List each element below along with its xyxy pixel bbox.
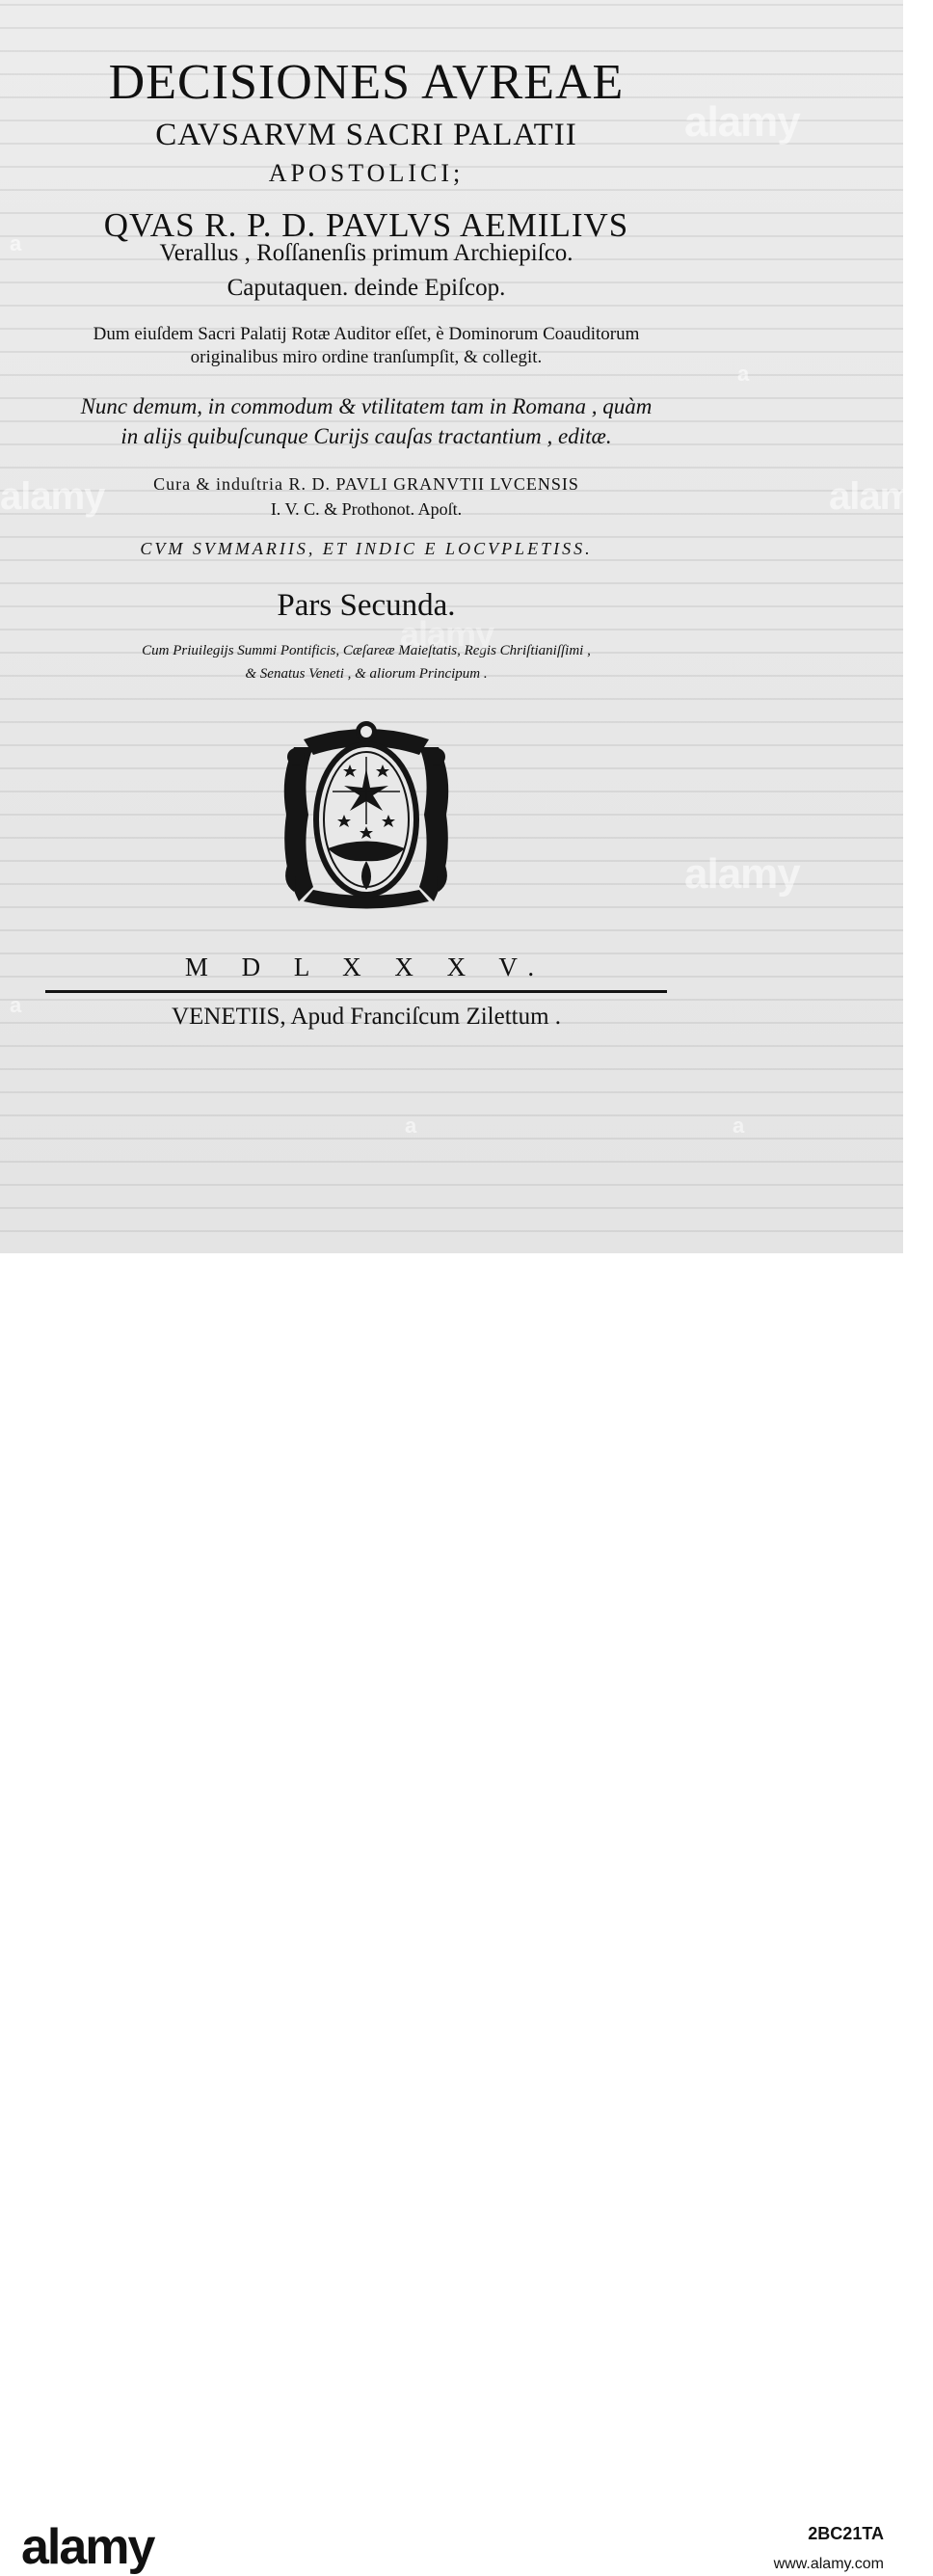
title-page <box>0 0 933 1253</box>
italic-line-2: in alijs quibuſcunque Curijs cauſas tractantium , editæ. <box>120 424 612 448</box>
privilege-line-1: Cum Priuilegijs Summi Pontificis, Cæſareæ Maieſtatis, Regis Chriſtianiſſimi , <box>142 643 591 658</box>
privilege-line-2: & Senatus Veneti , & aliorum Principum . <box>245 666 488 682</box>
stock-footer <box>0 1253 903 2575</box>
part-heading: Pars Secunda. <box>277 588 456 623</box>
watermark-mark: a <box>405 1114 417 1138</box>
watermark-text: alamy <box>684 850 800 898</box>
author-line: QVAS R. P. D. PAVLVS AEMILIVS <box>103 206 629 244</box>
editor-line-1: Cura & induſtria R. D. PAVLI GRANVTII LVCENSIS <box>153 474 579 494</box>
watermark-mark: a <box>737 362 750 386</box>
summaries-line: CVM SVMMARIIS, ET INDIC E LOCVPLETISS. <box>140 539 593 558</box>
imprint-line: VENETIIS, Apud Franciſcum Zilettum . <box>171 1004 562 1030</box>
editor-line-2: I. V. C. & Prothonot. Apoſt. <box>270 499 463 519</box>
watermark-mark: a <box>733 1114 745 1138</box>
site-url: www.alamy.com <box>773 2556 884 2572</box>
publication-year: M D L X X X V. <box>184 953 548 981</box>
watermark-text: alamy <box>829 475 933 518</box>
author-subline-2: Caputaquen. deinde Epiſcop. <box>227 275 506 301</box>
title-line-3: APOSTOLICI; <box>268 159 465 187</box>
watermark-text: alamy <box>684 98 800 146</box>
description-line-2: originalibus miro ordine tranſumpſit, & collegit. <box>190 347 543 367</box>
description-line-1: Dum eiuſdem Sacri Palatij Rotæ Auditor eſſet, è Dominorum Coauditorum <box>93 324 640 344</box>
imprint-rule <box>45 990 667 993</box>
alamy-logo: alamy <box>21 2519 154 2575</box>
watermark-mark: a <box>10 993 22 1017</box>
title-line-1: DECISIONES AVREAE <box>108 55 625 110</box>
watermark-text: alamy <box>0 475 105 518</box>
printers-device-icon <box>275 718 458 911</box>
author-subline-1: Verallus , Roſſanenſis primum Archiepiſco. <box>159 240 573 266</box>
watermark-mark: a <box>10 231 22 255</box>
image-info <box>774 2524 884 2573</box>
title-line-2: CAVSARVM SACRI PALATII <box>155 118 577 152</box>
italic-line-1: Nunc demum, in commodum & vtilitatem tam in Romana , quàm <box>80 394 653 418</box>
image-id: 2BC21TA <box>808 2524 884 2543</box>
watermark-text: alamy <box>400 614 494 654</box>
